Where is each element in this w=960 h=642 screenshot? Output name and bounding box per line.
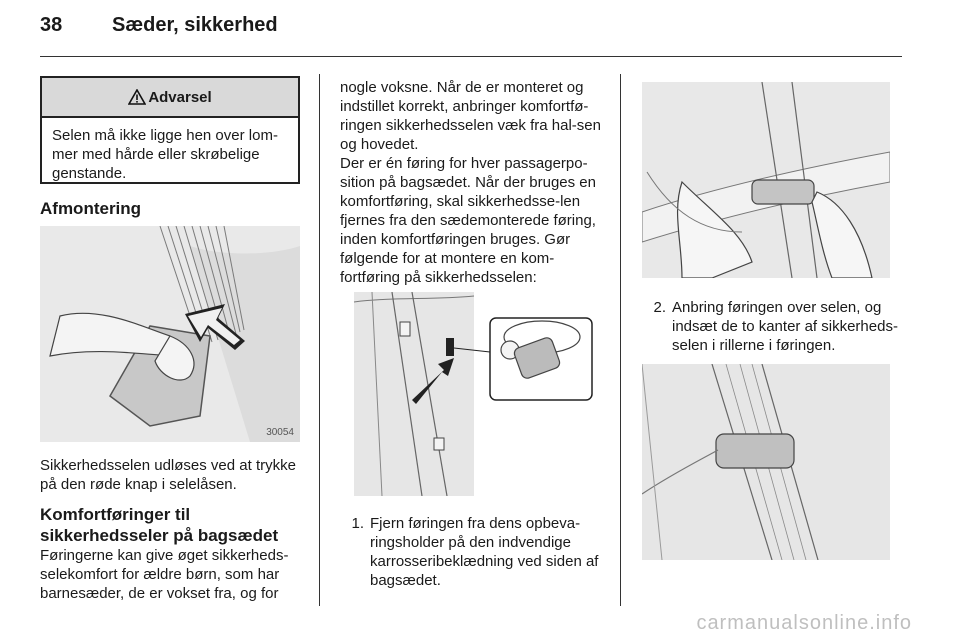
- warning-text: Selen må ikke ligge hen over lom-mer med hårde eller skrøbelige genstande.: [52, 127, 278, 182]
- step-list-2: [642, 298, 910, 355]
- storage-holder-illustration: [352, 292, 596, 496]
- column-divider-1: [319, 74, 320, 606]
- step-number: 1.: [351, 515, 364, 532]
- heading-afmontering: Afmontering: [40, 199, 142, 218]
- page-number: 38: [40, 14, 63, 36]
- section-title: Sæder, sikkerhed: [112, 14, 278, 36]
- heading-komfortforinger: Komfortføringer til sikkerhedsseler på bagsædet: [40, 505, 279, 545]
- warning-triangle-icon: [128, 89, 146, 105]
- komfort-intro: Føringerne kan give øget sikkerheds-selekomfort for ældre børn, som har barnesæder, de er vokset fra, og for: [40, 547, 289, 602]
- step-list-1: [340, 514, 612, 590]
- warning-box: [40, 76, 300, 184]
- warning-title: Advarsel: [148, 88, 212, 106]
- figure-number: 30054: [266, 427, 294, 438]
- guide-placement-illustration: [642, 82, 890, 278]
- watermark: carmanualsonline.info: [696, 612, 912, 634]
- column-divider-2: [620, 74, 621, 606]
- step-text: Anbring føringen over selen, og indsæt de to kanter af sikkerheds-selen i rillerne i føringen.: [672, 299, 898, 354]
- buckle-illustration: [40, 226, 300, 442]
- figure-storage-holder: [352, 292, 596, 496]
- figure-buckle-release: [40, 226, 300, 442]
- step-text: Fjern føringen fra dens opbeva-ringsholder på den indvendige karrosseribeklædning ved siden af bagsædet.: [370, 515, 599, 589]
- figure-guide-mounted: [642, 364, 890, 560]
- figure-guide-placement: [642, 82, 890, 278]
- header-rule: [40, 56, 902, 57]
- list-item: [642, 298, 910, 355]
- guide-mounted-illustration: [642, 364, 890, 560]
- step-number: 2.: [653, 299, 666, 316]
- release-instructions: Sikkerhedsselen udløses ved at trykke på den røde knap i selelåsen.: [40, 457, 296, 493]
- list-item: [340, 514, 612, 590]
- komfort-paragraph-2: Der er én føring for hver passagerpo-sition på bagsædet. Når der bruges en komfortføring, skal sikkerhedsse-len fjernes fra den sædemonterede føring, inden komfortføringen bruges. Gør følgende for at montere en kom-fortføring på sikkerhedsselen:: [340, 155, 596, 286]
- komfort-paragraph-1: nogle voksne. Når de er monteret og indstillet korrekt, anbringer komfortfø-ringen sikkerhedsselen væk fra hal-sen og hovedet.: [340, 79, 601, 153]
- warning-header: [42, 78, 298, 118]
